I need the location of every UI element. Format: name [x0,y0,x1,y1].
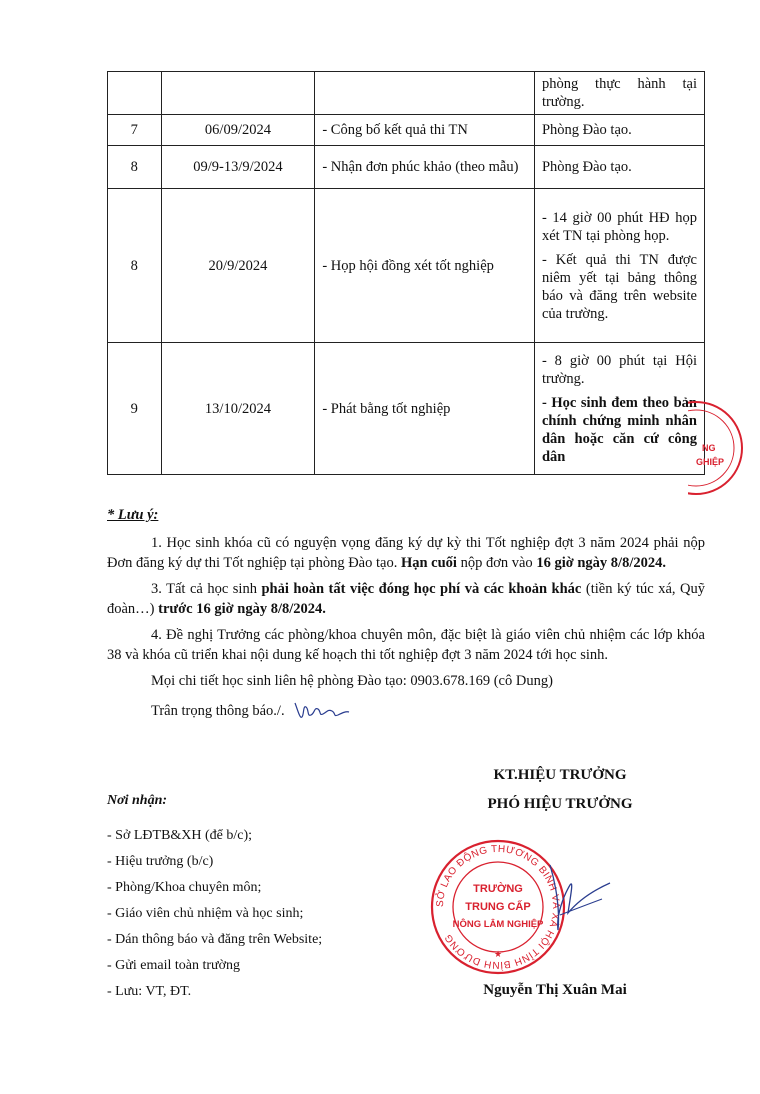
table-row [108,115,705,146]
contact-line: Mọi chi tiết học sinh liên hệ phòng Đào tạo: 0903.678.169 (cô Dung) [151,673,553,689]
stamp-line-3: NÔNG LÂM NGHIỆP [452,919,544,930]
row-date [161,72,315,115]
stamp-ring-text: SỞ LAO ĐỘNG THƯƠNG BINH VÀ XÃ HỘI TỈNH BÌNH DƯƠNG [434,843,562,971]
recipient-item: - Dán thông báo và đăng trên Website; [107,932,323,947]
closing-line: Trân trọng thông báo./. [107,697,705,723]
row-number [108,72,162,115]
row-place [534,115,704,146]
recipient-item: - Gửi email toàn trường [107,958,240,973]
svg-text:★: ★ [493,950,503,960]
partial-stamp [688,393,748,503]
place-line: phòng thực hành tại trường. [541,76,697,110]
recipient-item: - Giáo viên chủ nhiệm và học sinh; [107,906,304,921]
place-line: - 8 giờ 00 phút tại Hội trường. [541,352,697,387]
row-place [534,72,704,115]
notes-title: * Lưu ý: [107,507,159,523]
table-row [108,343,705,475]
recipient-item: - Sở LĐTB&XH (để b/c); [107,828,253,843]
row-date: 13/10/2024 [161,343,315,475]
stamp-line-1: TRƯỜNG [473,883,523,895]
signature-title-1: KT.HIỆU TRƯỞNG [493,767,627,783]
recipients-title: Nơi nhận: [107,793,168,808]
place-line: - 14 giờ 00 phút HĐ họp xét TN tại phòng họp. [541,209,697,244]
row-date: 09/9-13/9/2024 [161,146,315,189]
row-task: - Công bố kết quả thi TN [315,115,535,146]
handwritten-signature [530,855,620,945]
recipients-section [107,793,322,1005]
note-3: 3. Tất cả học sinh phải hoàn tất việc đóng học phí và các khoản khác (tiền ký túc xá, Quỹ đoàn…) trước 16 giờ ngày 8/8/2024. [107,581,705,617]
recipient-item: - Lưu: VT, ĐT. [107,984,192,999]
svg-text:NG: NG [702,443,716,453]
note-1: 1. Học sinh khóa cũ có nguyện vọng đăng ký dự kỳ thi Tốt nghiệp đợt 3 năm 2024 phải nộp Đơn đăng ký dự thi Tốt nghiệp tại phòng Đào tạo. Hạn cuối nộp đơn vào 16 giờ ngày 8/8/2024. [107,535,705,571]
row-number: 7 [108,115,162,146]
row-place [534,146,704,189]
row-number: 9 [108,343,162,475]
schedule-table [107,71,705,475]
notes-section [107,505,705,729]
recipient-item: - Hiệu trưởng (b/c) [107,854,214,869]
initial-signature [292,697,352,723]
svg-text:GHIỆP: GHIỆP [696,457,725,467]
recipient-item: - Phòng/Khoa chuyên môn; [107,880,262,895]
row-task: - Nhận đơn phúc khảo (theo mẫu) [315,146,535,189]
signature-title-2: PHÓ HIỆU TRƯỞNG [487,796,633,812]
stamp-line-2: TRUNG CẤP [465,901,531,913]
row-task [315,72,535,115]
row-number: 8 [108,146,162,189]
place-line: - Kết quả thi TN được niêm yết tại bảng thông báo và đăng trên website của trường. [541,251,697,322]
place-line: Phòng Đào tạo. [541,159,632,175]
place-line: - Học sinh đem theo bản chính chứng minh nhân dân hoặc căn cứ công dân [541,394,697,465]
row-place [534,343,704,475]
table-row [108,72,705,115]
row-place [534,189,704,343]
row-date: 06/09/2024 [161,115,315,146]
row-date: 20/9/2024 [161,189,315,343]
signer-name: Nguyễn Thị Xuân Mai [483,982,627,998]
row-task: - Họp hội đồng xét tốt nghiệp [315,189,535,343]
place-line: Phòng Đào tạo. [541,122,632,138]
row-task: - Phát bằng tốt nghiệp [315,343,535,475]
row-number: 8 [108,189,162,343]
table-row [108,189,705,343]
table-row [108,146,705,189]
note-4: 4. Đề nghị Trưởng các phòng/khoa chuyên môn, đặc biệt là giáo viên chủ nhiệm các lớp khóa 38 và khóa cũ triển khai nội dung kế hoạch thi tốt nghiệp đợt 3 năm 2024 tới học sinh. [107,627,705,663]
